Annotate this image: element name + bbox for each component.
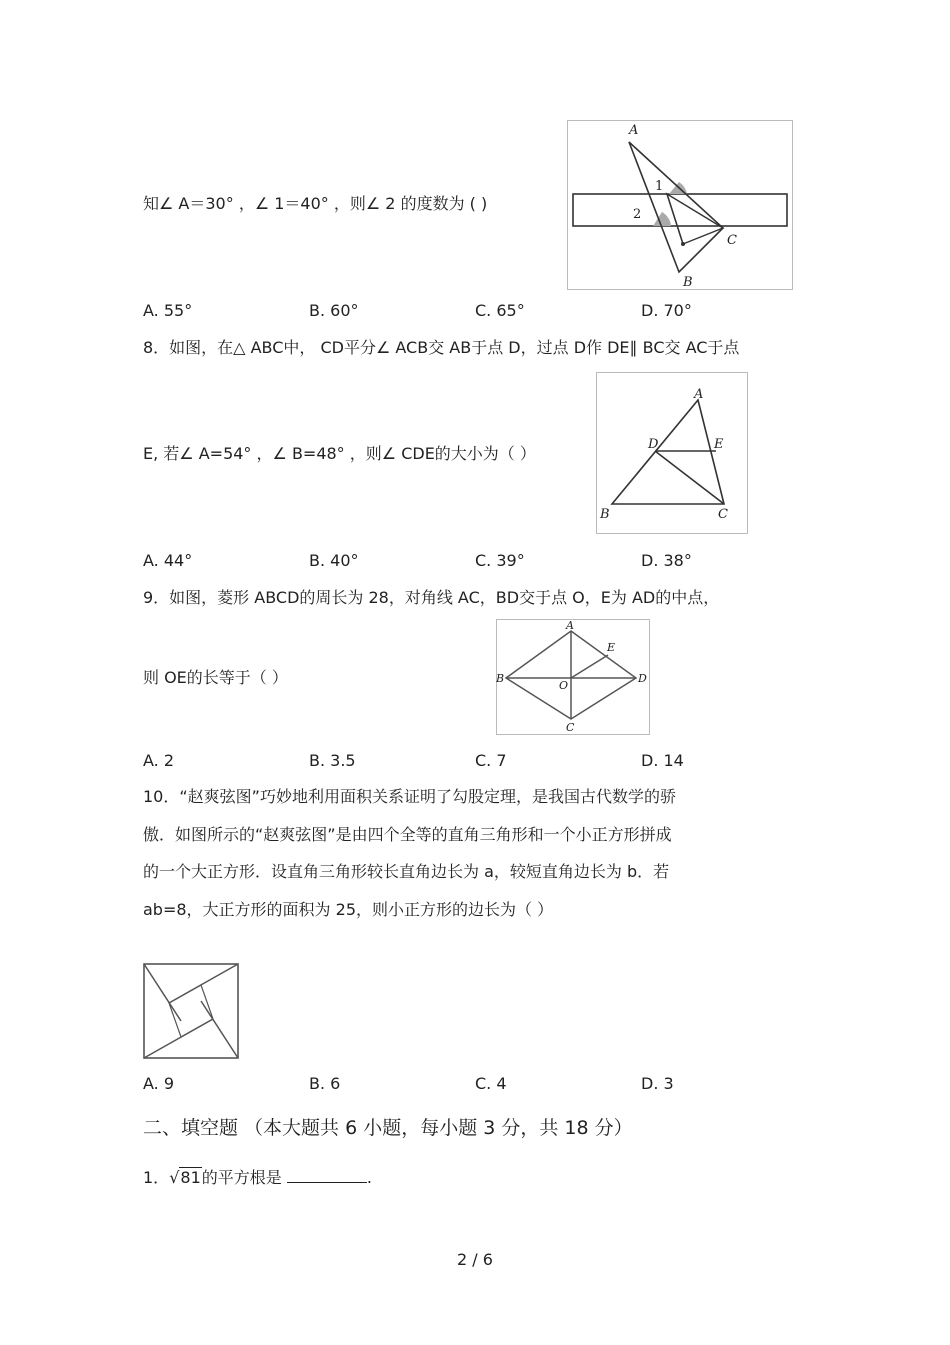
answer-blank: [287, 1168, 367, 1183]
q7-label-1: 1: [655, 179, 664, 194]
sqrt-expression: [169, 1168, 202, 1188]
q9-label-e: E: [607, 641, 616, 654]
section-heading-fill-in: 二、填空题 （本大题共 6 小题，每小题 3 分，共 18 分）: [143, 1117, 633, 1139]
q10-line1: 10．“赵爽弦图”巧妙地利用面积关系证明了勾股定理，是我国古代数学的骄: [143, 787, 676, 806]
q9-label-b: B: [496, 672, 505, 685]
fill-q1-end: .: [366, 1168, 372, 1187]
q8-option-b: B. 40°: [309, 551, 359, 570]
q8-label-a: A: [694, 387, 704, 402]
q10-line4: ab=8，大正方形的面积为 25，则小正方形的边长为（ ）: [143, 900, 554, 919]
q10-line3: 的一个大正方形．设直角三角形较长直角边长为 a，较短直角边长为 b．若: [143, 862, 670, 881]
q7-label-2: 2: [633, 207, 642, 222]
q9-option-a: A. 2: [143, 751, 175, 770]
q10-line2: 傲．如图所示的“赵爽弦图”是由四个全等的直角三角形和一个小正方形拼成: [143, 825, 672, 844]
q10-option-b: B. 6: [309, 1074, 341, 1093]
q8-line1: 8．如图，在△ ABC中， CD平分∠ ACB交 AB于点 D，过点 D作 DE∥ BC交 AC于点: [143, 338, 740, 357]
q7-option-d: D. 70°: [641, 301, 692, 320]
q7-figure-svg: [567, 120, 793, 290]
fill-q1-suffix: 的平方根是: [201, 1168, 282, 1187]
page-number: 2 / 6: [457, 1250, 493, 1269]
q10-figure: [143, 962, 241, 1062]
q8-option-d: D. 38°: [641, 551, 692, 570]
q10-option-a: A. 9: [143, 1074, 175, 1093]
q9-line1: 9．如图，菱形 ABCD的周长为 28，对角线 AC，BD交于点 O，E为 AD的中点，: [143, 588, 720, 607]
q8-label-e: E: [714, 437, 724, 452]
fill-question-1: [143, 1168, 372, 1188]
sqrt-radicand: 81: [180, 1168, 201, 1187]
q7-option-b: B. 60°: [309, 301, 359, 320]
q7-label-b: B: [683, 275, 693, 290]
fill-q1-prefix: 1．: [143, 1168, 170, 1187]
q7-option-c: C. 65°: [475, 301, 525, 320]
q8-label-b: B: [600, 507, 610, 522]
q9-label-d: D: [638, 672, 647, 685]
q8-figure-svg: [596, 372, 748, 534]
q10-option-d: D. 3: [641, 1074, 674, 1093]
q8-line2: E, 若∠ A=54° ，∠ B=48° ，则∠ CDE的大小为（ ）: [143, 444, 536, 463]
q7-label-a: A: [629, 123, 639, 138]
q9-option-d: D. 14: [641, 751, 684, 770]
q8-figure: [596, 372, 748, 534]
q9-line2: 则 OE的长等于（ ）: [143, 668, 288, 687]
q10-figure-svg: [143, 962, 241, 1062]
q7-label-c: C: [727, 233, 737, 248]
q9-figure-svg: [496, 619, 650, 735]
q10-option-c: C. 4: [475, 1074, 507, 1093]
q7-stem: 知∠ A＝30° ，∠ 1＝40° ，则∠ 2 的度数为 ( ): [143, 194, 488, 213]
sqrt-icon: √: [169, 1168, 180, 1187]
q7-option-a: A. 55°: [143, 301, 193, 320]
q8-label-c: C: [718, 507, 728, 522]
q9-label-o: O: [559, 679, 569, 692]
q9-label-c: C: [566, 721, 575, 734]
q9-option-c: C. 7: [475, 751, 507, 770]
q9-figure: [496, 619, 650, 735]
q9-option-b: B. 3.5: [309, 751, 356, 770]
q8-label-d: D: [648, 437, 659, 452]
q7-figure: [567, 120, 793, 290]
q9-label-a: A: [566, 619, 574, 632]
q8-option-a: A. 44°: [143, 551, 193, 570]
q8-option-c: C. 39°: [475, 551, 525, 570]
